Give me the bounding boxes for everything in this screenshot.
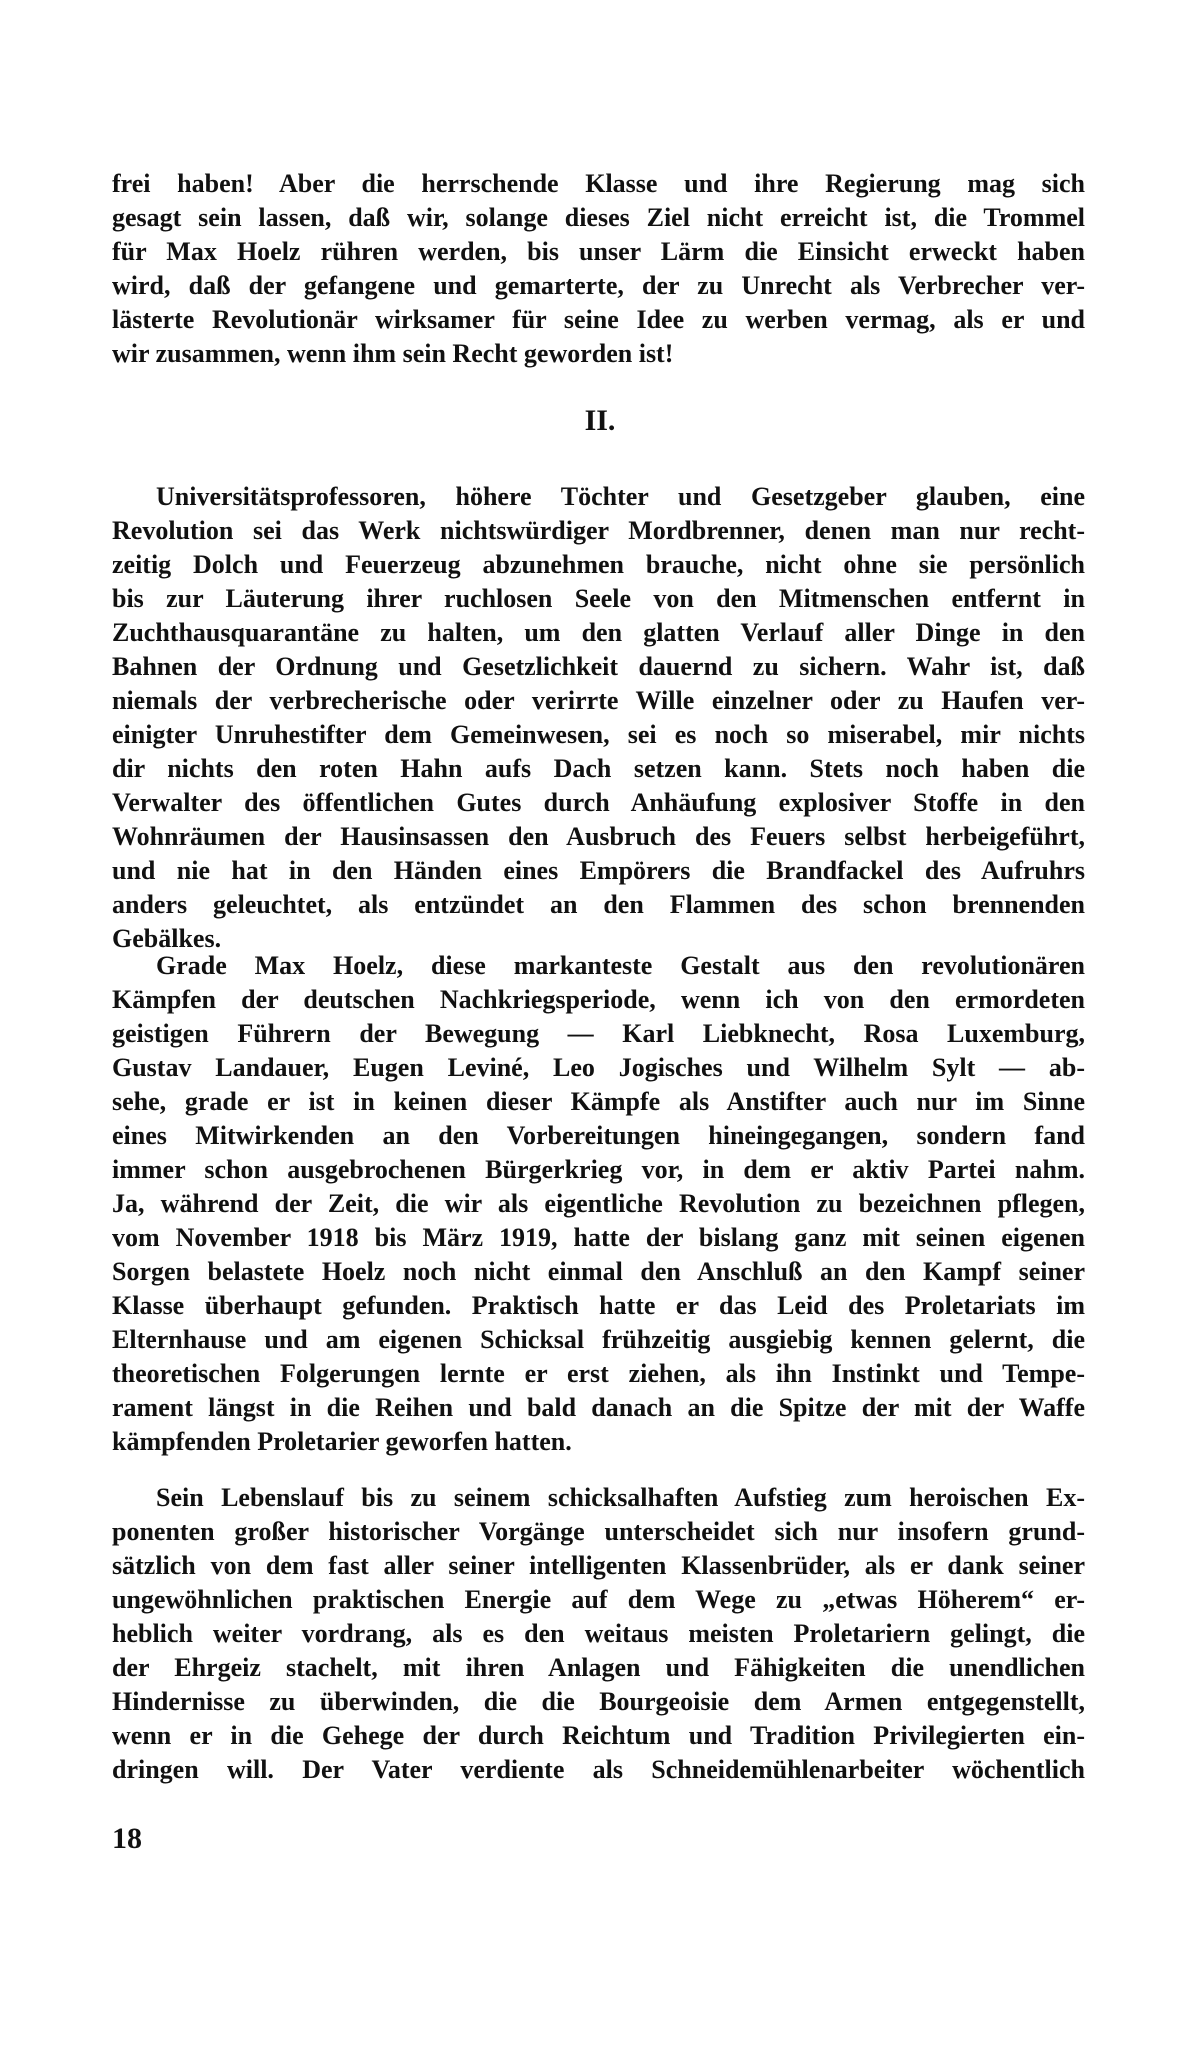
text-line: rament längst in die Reihen und bald danach an die Spitze der mit der Waffe	[112, 1393, 1085, 1422]
text-line: ponenten großer historischer Vorgänge unterscheidet sich nur insofern grund-	[112, 1517, 1085, 1546]
text-line: immer schon ausgebrochenen Bürgerkrieg vor, in dem er aktiv Partei nahm.	[112, 1155, 1085, 1184]
text-line: sehe, grade er ist in keinen dieser Kämpfe als Anstifter auch nur im Sinne	[112, 1087, 1085, 1116]
text-line: wir zusammen, wenn ihm sein Recht geworden ist!	[112, 339, 674, 368]
text-line: geistigen Führern der Bewegung — Karl Liebknecht, Rosa Luxemburg,	[112, 1019, 1085, 1048]
text-line: Gustav Landauer, Eugen Leviné, Leo Jogisches und Wilhelm Sylt — ab-	[112, 1053, 1085, 1082]
text-line: Ja, während der Zeit, die wir als eigentliche Revolution zu bezeichnen pflegen,	[112, 1189, 1085, 1218]
text-line: Bahnen der Ordnung und Gesetzlichkeit dauernd zu sichern. Wahr ist, daß	[112, 652, 1085, 681]
text-line: der Ehrgeiz stachelt, mit ihren Anlagen und Fähigkeiten die unendlichen	[112, 1653, 1085, 1682]
paragraph-lebenslauf	[112, 1481, 1085, 1787]
text-line: dringen will. Der Vater verdiente als Schneidemühlenarbeiter wöchentlich	[112, 1755, 1085, 1784]
text-line: ungewöhnlichen praktischen Energie auf dem Wege zu „etwas Höherem“ er-	[112, 1585, 1085, 1614]
text-line: eines Mitwirkenden an den Vorbereitungen hineingegangen, sondern fand	[112, 1121, 1085, 1150]
paragraph-revolution	[112, 480, 1085, 956]
text-line: wenn er in die Gehege der durch Reichtum und Tradition Privilegierten ein-	[112, 1721, 1085, 1750]
text-line: frei haben! Aber die herrschende Klasse und ihre Regierung mag sich	[112, 169, 1085, 198]
text-line: niemals der verbrecherische oder verirrte Wille einzelner oder zu Haufen ver-	[112, 686, 1085, 715]
text-line: sätzlich von dem fast aller seiner intelligenten Klassenbrüder, als er dank seiner	[112, 1551, 1085, 1580]
text-line: dir nichts den roten Hahn aufs Dach setzen kann. Stets noch haben die	[112, 754, 1085, 783]
text-line: und nie hat in den Händen eines Empörers die Brandfackel des Aufruhrs	[112, 856, 1085, 885]
text-line: Kämpfen der deutschen Nachkriegsperiode, wenn ich von den ermordeten	[112, 985, 1085, 1014]
text-line: kämpfenden Proletarier geworfen hatten.	[112, 1427, 572, 1456]
page-number: 18	[112, 1822, 142, 1855]
text-line: Zuchthausquarantäne zu halten, um den glatten Verlauf aller Dinge in den	[112, 618, 1085, 647]
text-line: einigter Unruhestifter dem Gemeinwesen, sei es noch so miserabel, mir nichts	[112, 720, 1085, 749]
text-line: bis zur Läuterung ihrer ruchlosen Seele von den Mitmenschen entfernt in	[112, 584, 1085, 613]
text-line: Revolution sei das Werk nichtswürdiger Mordbrenner, denen man nur recht-	[112, 516, 1085, 545]
text-line: Elternhause und am eigenen Schicksal frühzeitig ausgiebig kennen gelernt, die	[112, 1325, 1085, 1354]
text-line: heblich weiter vordrang, als es den weitaus meisten Proletariern gelingt, die	[112, 1619, 1085, 1648]
text-line: gesagt sein lassen, daß wir, solange dieses Ziel nicht erreicht ist, die Trommel	[112, 203, 1085, 232]
section-heading: II.	[584, 404, 616, 437]
text-line: für Max Hoelz rühren werden, bis unser Lärm die Einsicht erweckt haben	[112, 237, 1085, 266]
text-line: Universitätsprofessoren, höhere Töchter und Gesetzgeber glauben, eine	[156, 482, 1085, 511]
text-line: Gebälkes.	[112, 924, 222, 953]
text-line: Klasse überhaupt gefunden. Praktisch hatte er das Leid des Proletariats im	[112, 1291, 1085, 1320]
text-line: theoretischen Folgerungen lernte er erst ziehen, als ihn Instinkt und Tempe-	[112, 1359, 1085, 1388]
text-line: Wohnräumen der Hausinsassen den Ausbruch des Feuers selbst herbeigeführt,	[112, 822, 1085, 851]
text-line: Sorgen belastete Hoelz noch nicht einmal den Anschluß an den Kampf seiner	[112, 1257, 1085, 1286]
text-line: Grade Max Hoelz, diese markanteste Gestalt aus den revolutionären	[156, 951, 1085, 980]
paragraph-max-hoelz	[112, 949, 1085, 1459]
text-line: lästerte Revolutionär wirksamer für seine Idee zu werben vermag, als er und	[112, 305, 1085, 334]
text-line: anders geleuchtet, als entzündet an den Flammen des schon brennenden	[112, 890, 1085, 919]
text-line: Hindernisse zu überwinden, die die Bourgeoisie dem Armen entgegenstellt,	[112, 1687, 1085, 1716]
text-line: vom November 1918 bis März 1919, hatte der bislang ganz mit seinen eigenen	[112, 1223, 1085, 1252]
text-line: zeitig Dolch und Feuerzeug abzunehmen brauche, nicht ohne sie persönlich	[112, 550, 1085, 579]
text-line: Verwalter des öffentlichen Gutes durch Anhäufung explosiver Stoffe in den	[112, 788, 1085, 817]
text-line: wird, daß der gefangene und gemarterte, der zu Unrecht als Verbrecher ver-	[112, 271, 1085, 300]
text-line: Sein Lebenslauf bis zu seinem schicksalhaften Aufstieg zum heroischen Ex-	[156, 1483, 1085, 1512]
paragraph-continuation	[112, 167, 1085, 371]
